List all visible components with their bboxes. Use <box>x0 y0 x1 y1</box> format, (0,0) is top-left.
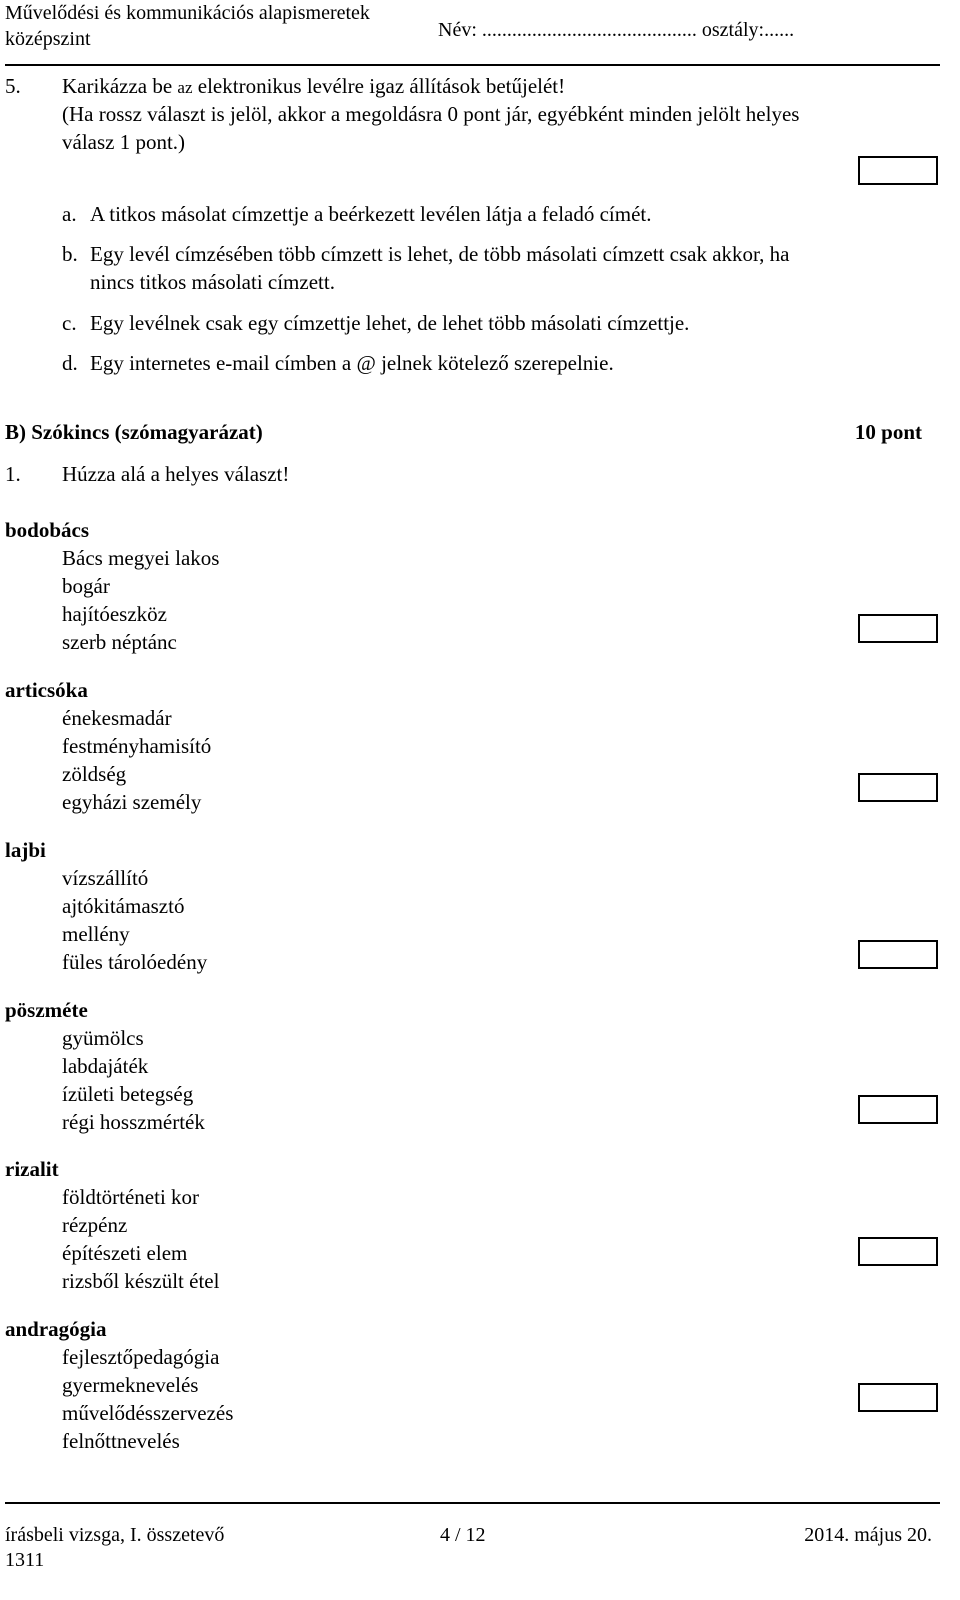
q5-note-line-1: (Ha rossz választ is jelöl, akkor a megoldásra 0 pont jár, egyébként minden jelölt helyes <box>62 102 800 126</box>
q5-option-b-letter[interactable]: b. <box>62 242 78 266</box>
term-word: andragógia <box>5 1317 107 1341</box>
answer-option[interactable]: zöldség <box>62 762 127 786</box>
answer-option[interactable]: festményhamisító <box>62 734 212 758</box>
answer-option[interactable]: fejlesztőpedagógia <box>62 1345 220 1369</box>
score-box <box>858 1383 938 1412</box>
header-level: középszint <box>5 28 91 50</box>
term-word: bodobács <box>5 518 90 542</box>
answer-option[interactable]: énekesmadár <box>62 706 172 730</box>
header-subject: Művelődési és kommunikációs alapismeretek <box>5 2 370 24</box>
score-box <box>858 940 938 969</box>
footer-page-number: 4 / 12 <box>440 1524 486 1546</box>
score-box <box>858 1237 938 1266</box>
term-word: lajbi <box>5 838 46 862</box>
answer-option[interactable]: művelődésszervezés <box>62 1401 234 1425</box>
score-box <box>858 614 938 643</box>
q1-instruction: Húzza alá a helyes választ! <box>62 462 290 486</box>
term-word: pöszméte <box>5 998 88 1022</box>
answer-option[interactable]: egyházi személy <box>62 790 202 814</box>
answer-option[interactable]: szerb néptánc <box>62 630 177 654</box>
header-name-line: Név: ........................................... osztály:...... <box>438 19 795 41</box>
q5-note-line-2: válasz 1 pont.) <box>62 130 186 154</box>
q5-option-a-letter[interactable]: a. <box>62 202 77 226</box>
score-box <box>858 1095 938 1124</box>
answer-option[interactable]: mellény <box>62 922 130 946</box>
q5-option-b-text: Egy levél címzésében több címzett is lehet, de több másolati címzett csak akkor, ha <box>90 242 790 266</box>
header-divider <box>5 64 940 66</box>
answer-option[interactable]: rézpénz <box>62 1213 128 1237</box>
answer-option[interactable]: felnőttnevelés <box>62 1429 180 1453</box>
answer-option[interactable]: gyermeknevelés <box>62 1373 199 1397</box>
q5-option-c-letter[interactable]: c. <box>62 311 77 335</box>
q5-option-d-letter[interactable]: d. <box>62 351 78 375</box>
q1-number: 1. <box>5 462 21 486</box>
answer-option[interactable]: építészeti elem <box>62 1241 188 1265</box>
footer-code: 1311 <box>5 1549 45 1571</box>
answer-option[interactable]: bogár <box>62 574 110 598</box>
answer-option[interactable]: rizsből készült étel <box>62 1269 220 1293</box>
answer-option[interactable]: vízszállító <box>62 866 149 890</box>
q5-option-d-text: Egy internetes e-mail címben a @ jelnek kötelező szerepelnie. <box>90 351 614 375</box>
q5-number: 5. <box>5 74 21 98</box>
score-box-q5 <box>858 156 938 185</box>
answer-option[interactable]: gyümölcs <box>62 1026 144 1050</box>
q5-title: Karikázza be az elektronikus levélre igaz állítások betűjelét! <box>62 74 566 98</box>
term-word: articsóka <box>5 678 88 702</box>
q5-option-c-text: Egy levélnek csak egy címzettje lehet, de lehet több másolati címzettje. <box>90 311 690 335</box>
score-box <box>858 773 938 802</box>
footer-divider <box>5 1502 940 1504</box>
section-b-title: B) Szókincs (szómagyarázat) <box>5 420 263 444</box>
answer-option[interactable]: labdajáték <box>62 1054 149 1078</box>
footer-date: 2014. május 20. <box>804 1524 932 1546</box>
answer-option[interactable]: Bács megyei lakos <box>62 546 220 570</box>
answer-option[interactable]: füles tárolóedény <box>62 950 208 974</box>
q5-option-b-text-cont: nincs titkos másolati címzett. <box>90 270 335 294</box>
section-b-points: 10 pont <box>854 420 922 444</box>
footer-exam-label: írásbeli vizsga, I. összetevő <box>5 1524 225 1546</box>
answer-option[interactable]: ízületi betegség <box>62 1082 194 1106</box>
term-word: rizalit <box>5 1157 59 1181</box>
answer-option[interactable]: régi hosszmérték <box>62 1110 205 1134</box>
answer-option[interactable]: ajtókitámasztó <box>62 894 185 918</box>
answer-option[interactable]: hajítóeszköz <box>62 602 167 626</box>
q5-option-a-text: A titkos másolat címzettje a beérkezett levélen látja a feladó címét. <box>90 202 652 226</box>
answer-option[interactable]: földtörténeti kor <box>62 1185 200 1209</box>
